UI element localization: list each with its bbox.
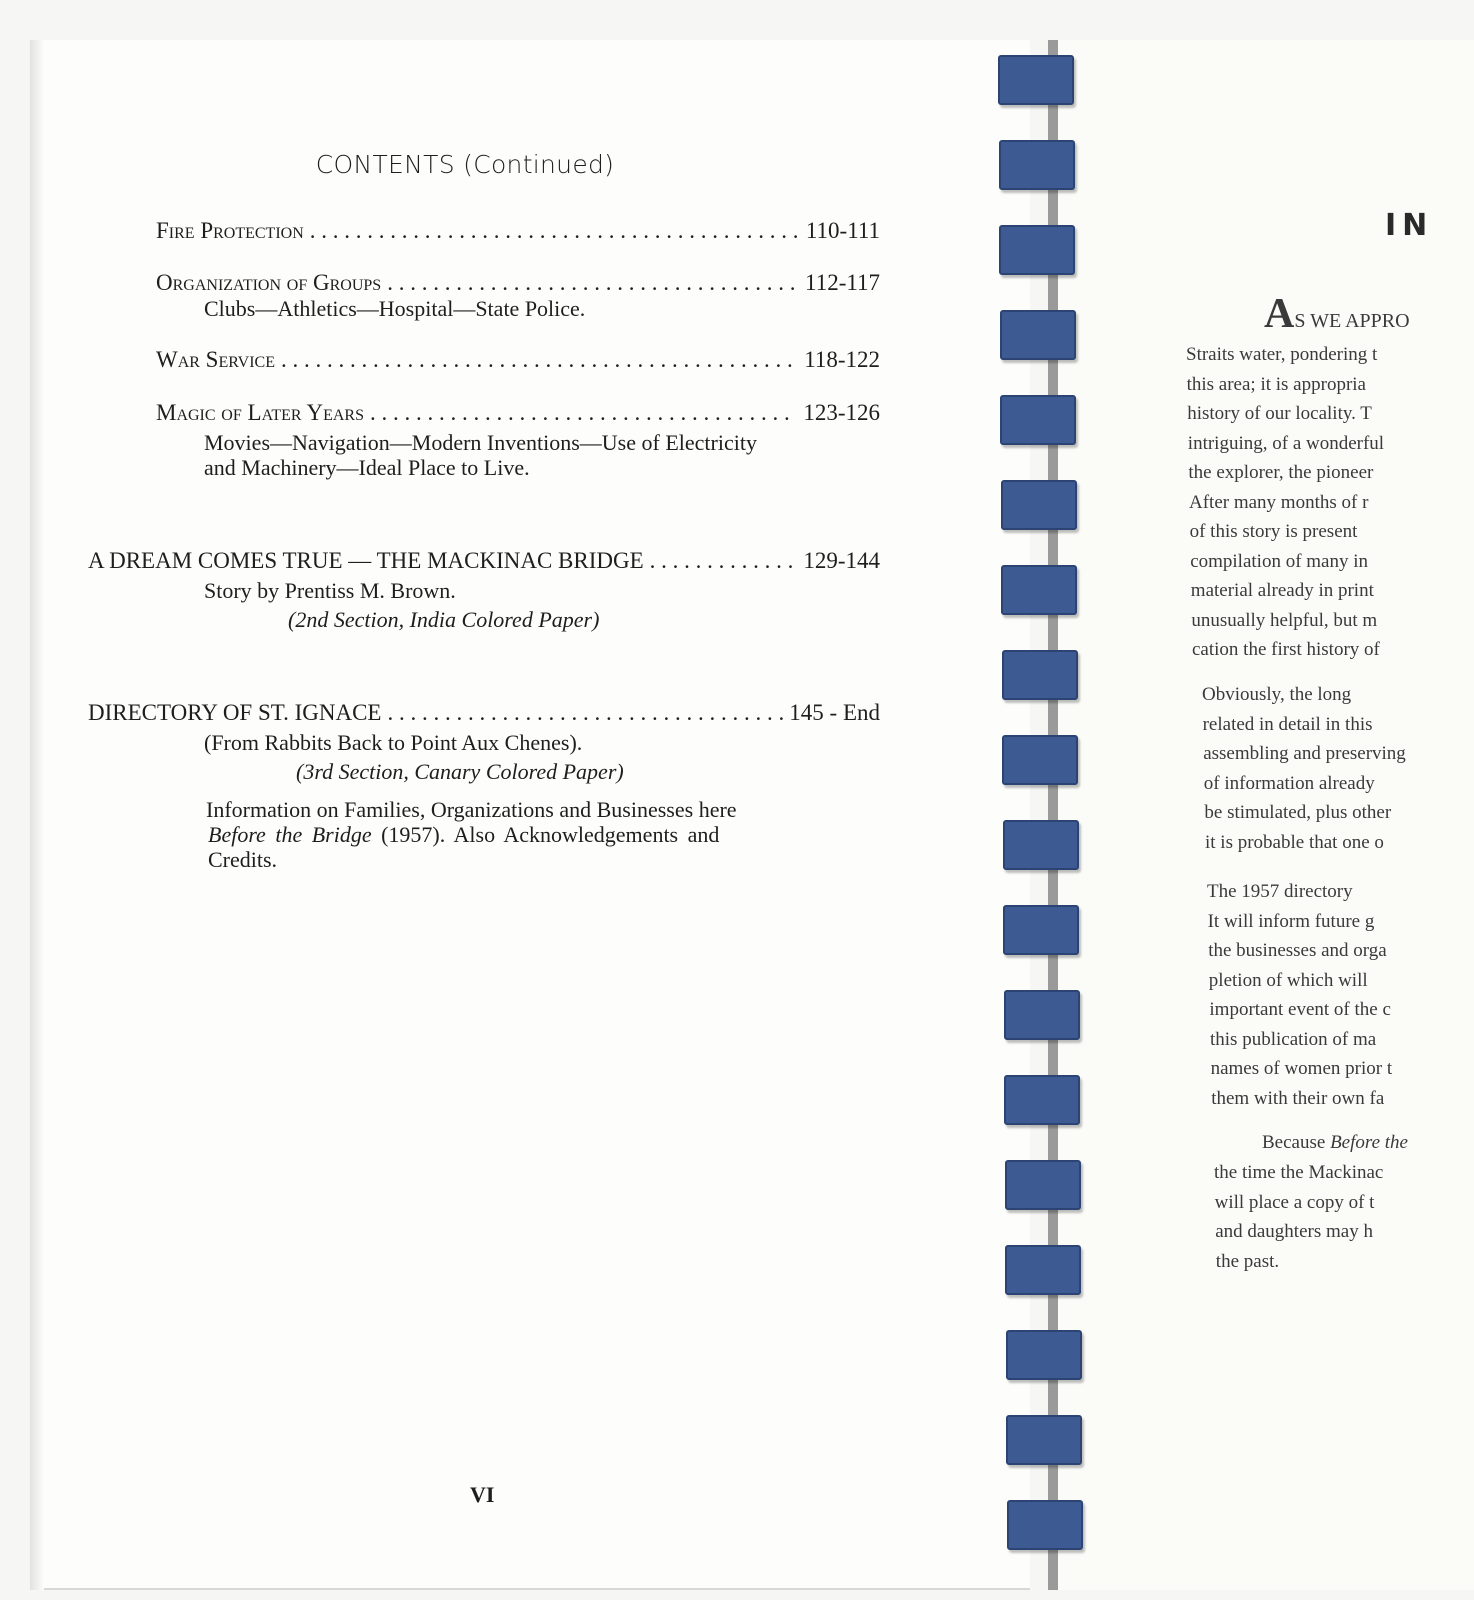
binding-coil — [1005, 1245, 1081, 1295]
binding-coil — [1002, 735, 1078, 785]
entry-pages: 123-126 — [803, 400, 880, 425]
directory-info-line-3: Credits. — [208, 847, 278, 872]
text-line: assembling and preserving — [1203, 743, 1406, 764]
binding-coil — [1004, 1075, 1080, 1125]
text-line: this publication of ma — [1210, 1028, 1377, 1050]
toc-entry-dream — [88, 548, 880, 574]
binding-coil — [1003, 905, 1079, 955]
text-line: will place a copy of t — [1214, 1191, 1375, 1213]
leader-dots — [650, 548, 798, 574]
binding-coil — [1000, 395, 1076, 445]
entry-subtext-2: (2nd Section, India Colored Paper) — [288, 607, 600, 632]
toc-entry-fire-protection — [156, 218, 880, 244]
entry-label: War Service — [156, 347, 275, 372]
text-line: it is probable that one o — [1205, 831, 1384, 853]
leader-dots — [388, 700, 784, 726]
binding-coil — [1001, 480, 1077, 530]
text-line: them with their own fa — [1211, 1087, 1385, 1109]
text-line: the past. — [1215, 1250, 1280, 1272]
binding-coil — [998, 55, 1074, 105]
toc-entry-organization — [156, 270, 880, 296]
text-line: related in detail in this — [1202, 713, 1373, 735]
entry-subtext-2: (3rd Section, Canary Colored Paper) — [296, 759, 624, 784]
binding-coil — [1000, 310, 1076, 360]
intro-paragraph-4-first: Because Before the — [1262, 1132, 1408, 1153]
entry-subtext-1: Story by Prentiss M. Brown. — [204, 578, 456, 603]
intro-heading: IN — [1385, 208, 1434, 243]
intro-first-line: AS WE APPRO — [1264, 291, 1410, 337]
text-line: of this story is present — [1189, 521, 1358, 542]
binding-coil — [1005, 1160, 1081, 1210]
toc-entry-magic — [156, 400, 880, 426]
entry-subtext-2: and Machinery—Ideal Place to Live. — [204, 455, 530, 480]
entry-label: A DREAM COMES TRUE — THE MACKINAC BRIDGE — [88, 548, 644, 573]
intro-paragraph-3 — [1207, 877, 1392, 1113]
entry-label: Magic of Later Years — [156, 400, 364, 425]
text-line: material already in print — [1190, 580, 1374, 601]
binding-coil — [1001, 565, 1077, 615]
binding-coil — [1006, 1330, 1082, 1380]
text-line: this area; it is appropria — [1186, 373, 1366, 395]
entry-pages: 112-117 — [805, 270, 880, 295]
leader-dots — [387, 270, 799, 296]
contents-title: CONTENTS (Continued) — [315, 150, 615, 179]
binding-coil — [1004, 990, 1080, 1040]
entry-label: Organization of Groups — [156, 270, 382, 295]
binding-coil — [1006, 1415, 1082, 1465]
text-line: names of women prior t — [1210, 1058, 1393, 1079]
text-line: Straits water, pondering t — [1186, 344, 1378, 365]
entry-pages: 145 - End — [789, 700, 880, 725]
text-line: It will inform future g — [1207, 910, 1375, 932]
text-line: the businesses and orga — [1208, 940, 1387, 961]
text-line: intriguing, of a wonderful — [1187, 432, 1385, 454]
toc-entry-war-service — [156, 347, 880, 373]
text-line: cation the first history of — [1192, 639, 1380, 660]
text-line: the explorer, the pioneer — [1188, 462, 1374, 483]
directory-info-line-2: Before the Bridge (1957). Also Acknowledgements and — [208, 822, 720, 847]
text-line: history of our locality. T — [1187, 403, 1372, 424]
spiral-binding — [1010, 40, 1130, 1590]
text-line: of information already — [1203, 772, 1375, 794]
binding-coil — [999, 140, 1075, 190]
entry-subtext-1: Movies—Navigation—Modern Inventions—Use of Electricity — [204, 430, 757, 455]
page-number: VI — [470, 1482, 495, 1507]
intro-paragraph-1 — [1186, 340, 1384, 665]
directory-info-line-1: Information on Families, Organizations and Businesses here — [206, 797, 737, 822]
entry-pages: 110-111 — [805, 218, 880, 243]
text-line: important event of the c — [1209, 999, 1391, 1020]
text-line: Obviously, the long — [1202, 684, 1352, 705]
text-line: the time the Mackinac — [1214, 1162, 1384, 1183]
intro-paragraph-2 — [1202, 680, 1406, 857]
entry-subtext-1: (From Rabbits Back to Point Aux Chenes). — [204, 730, 583, 755]
entry-subtext: Clubs—Athletics—Hospital—State Police. — [204, 296, 586, 321]
text-line: unusually helpful, but m — [1191, 609, 1378, 631]
entry-label: Fire Protection — [156, 218, 304, 243]
entry-pages: 118-122 — [804, 347, 880, 372]
intro-paragraph-4 — [1214, 1158, 1383, 1276]
entry-pages: 129-144 — [803, 548, 880, 573]
binding-coil — [999, 225, 1075, 275]
text-line: and daughters may h — [1215, 1221, 1373, 1242]
text-line: compilation of many in — [1190, 550, 1369, 572]
binding-coil — [1002, 650, 1078, 700]
toc-entry-directory — [88, 700, 880, 726]
leader-dots — [281, 347, 798, 373]
entry-label: DIRECTORY OF ST. IGNACE — [88, 700, 382, 725]
binding-coil — [1003, 820, 1079, 870]
binding-coil — [1007, 1500, 1083, 1550]
text-line: The 1957 directory — [1207, 881, 1353, 902]
leader-dots — [370, 400, 797, 426]
text-line: pletion of which will — [1208, 969, 1368, 991]
text-line: be stimulated, plus other — [1204, 802, 1392, 823]
leader-dots — [310, 218, 800, 244]
text-line: After many months of r — [1189, 491, 1369, 513]
